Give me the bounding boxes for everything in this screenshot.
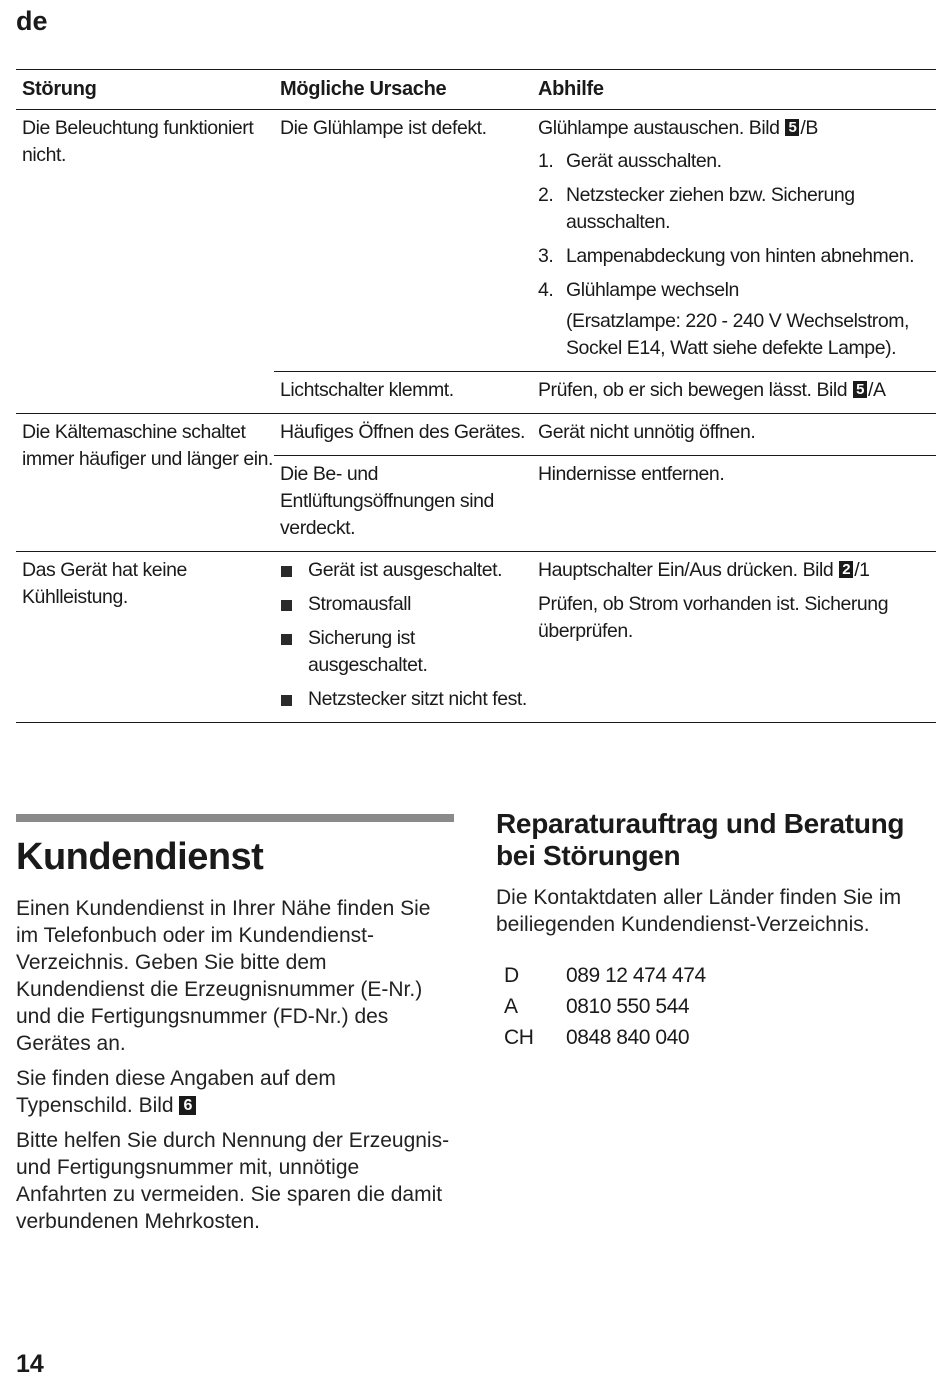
cause-cell: Häufiges Öffnen des Gerätes. <box>280 421 526 443</box>
table-row <box>16 414 936 552</box>
list-item <box>496 991 936 1022</box>
table-header <box>16 70 936 110</box>
figure-ref: 5 <box>785 119 799 136</box>
list-item <box>496 960 936 991</box>
table-row <box>16 110 936 414</box>
country-code: A <box>504 995 518 1018</box>
cause-cell: Die Glühlampe ist defekt. <box>280 117 487 139</box>
figure-ref: 2 <box>839 561 853 578</box>
phone-number: 0848 840 040 <box>566 1026 690 1049</box>
country-code: CH <box>504 1026 534 1049</box>
remedy-cell: Gerät nicht unnötig öffnen. <box>538 421 756 443</box>
bullet-square-icon <box>280 557 308 584</box>
page-number: 14 <box>16 1350 44 1378</box>
bullet-square-icon <box>280 625 308 679</box>
phone-list <box>496 960 936 1053</box>
cause-list <box>280 557 532 713</box>
figure-suffix: /A <box>868 379 886 401</box>
list-item: 2. Netzstecker ziehen bzw. Sicherung ausschalten. <box>538 184 855 233</box>
problem-cell: Das Gerät hat keine Kühlleistung. <box>22 559 187 608</box>
section-title: Reparaturauftrag und Beratung bei Störungen <box>496 808 905 871</box>
paragraph: Die Kontaktdaten aller Länder finden Sie im beiliegenden Kundendienst-Verzeichnis. <box>496 886 902 936</box>
country-code: D <box>504 964 519 987</box>
language-label: de <box>16 6 48 36</box>
paragraph: Einen Kundendienst in Ihrer Nähe finden Sie im Telefonbuch oder im Kundendienst-Verzeichnis. Geben Sie bitte dem Kundendienst die Erzeugnisnummer (E-Nr.) und die Fertigungsnummer (FD-Nr.) des Gerätes an. <box>16 897 431 1055</box>
remedy-cell <box>532 552 936 722</box>
troubleshooting-table <box>16 69 936 723</box>
remedy-text: Prüfen, ob er sich bewegen lässt. Bild <box>538 379 848 401</box>
cause-cell: Lichtschalter klemmt. <box>280 379 454 401</box>
list-item: Sicherung ist ausgeschaltet. <box>280 625 532 679</box>
table-row <box>16 552 936 723</box>
reparatur-section <box>496 808 936 1053</box>
remedy-text-2: Prüfen, ob Strom vorhanden ist. Sicherung überprüfen. <box>538 593 889 642</box>
remedy-cell <box>532 110 936 371</box>
list-item <box>496 1022 936 1053</box>
section-title: Kundendienst <box>16 836 264 878</box>
figure-ref: 6 <box>179 1096 196 1115</box>
list-item: Netzstecker sitzt nicht fest. <box>280 686 532 713</box>
phone-number: 0810 550 544 <box>566 995 690 1018</box>
paragraph: Bitte helfen Sie durch Nennung der Erzeugnis- und Fertigungsnummer mit, unnötige Anfahrten zu vermeiden. Sie sparen die damit verbundenen Mehrkosten. <box>16 1129 450 1233</box>
remedy-text: Hauptschalter Ein/Aus drücken. Bild <box>538 559 834 581</box>
section-divider <box>16 814 454 822</box>
kundendienst-section <box>16 814 454 1235</box>
steps-list <box>538 148 936 304</box>
list-item: 4. Glühlampe wechseln <box>538 279 739 301</box>
list-item: Stromausfall <box>280 591 532 618</box>
remedy-cell: Hindernisse entfernen. <box>538 463 725 485</box>
cause-cell: Die Be- und Entlüftungsöffnungen sind verdeckt. <box>280 463 494 539</box>
bullet-square-icon <box>280 686 308 713</box>
cause-cell <box>274 552 532 722</box>
remedy-text: Glühlampe austauschen. Bild <box>538 117 780 139</box>
figure-ref: 5 <box>853 381 867 398</box>
list-item: 1. Gerät ausschalten. <box>538 150 722 172</box>
header-cause: Mögliche Ursache <box>280 78 447 100</box>
header-remedy: Abhilfe <box>538 78 604 100</box>
bullet-square-icon <box>280 591 308 618</box>
problem-cell: Die Kältemaschine schaltet immer häufiger und länger ein. <box>22 421 273 470</box>
figure-suffix: /1 <box>854 559 870 581</box>
replacement-note: (Ersatzlampe: 220 - 240 V Wechselstrom, Sockel E14, Watt siehe defekte Lampe). <box>566 310 909 359</box>
header-problem: Störung <box>22 78 97 100</box>
paragraph: Sie finden diese Angaben auf dem Typenschild. Bild 6 <box>16 1067 336 1117</box>
list-item: 3. Lampenabdeckung von hinten abnehmen. <box>538 245 915 267</box>
list-item: Gerät ist ausgeschaltet. <box>280 557 532 584</box>
phone-number: 089 12 474 474 <box>566 964 706 987</box>
remedy-cell <box>532 372 936 413</box>
problem-cell: Die Beleuchtung funktioniert nicht. <box>22 117 254 166</box>
figure-suffix: /B <box>800 117 818 139</box>
